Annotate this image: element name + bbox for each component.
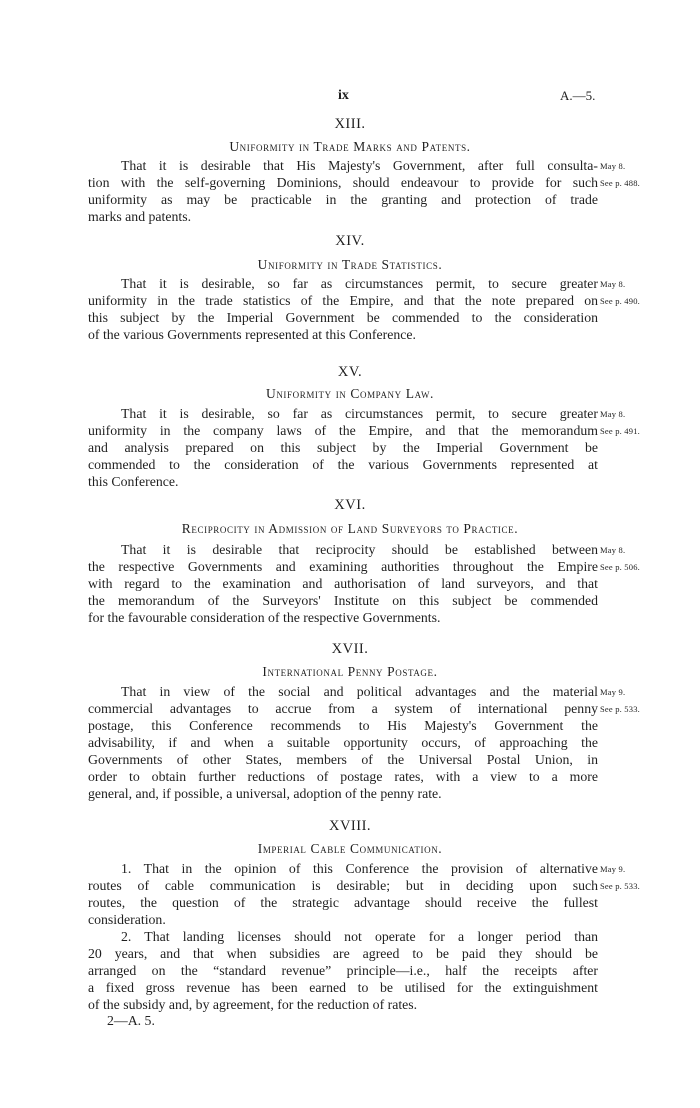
margin-note-page-ref: See p. 491. (600, 426, 640, 436)
margin-note-date: May 8. (600, 545, 626, 555)
paragraph-line: for the favourable consideration of the respective Governments. (88, 610, 441, 625)
section-numeral: XVI. (334, 497, 366, 513)
section-heading: International Penny Postage. (262, 664, 438, 679)
paragraph-line: 1. That in the opinion of this Conference the provision of alternative (121, 861, 598, 876)
paragraph-line: of the subsidy and, by agreement, for the reduction of rates. (88, 997, 418, 1012)
margin-note-page-ref: See p. 506. (600, 562, 640, 572)
paragraph-line: That in view of the social and political advantages and the material (121, 684, 598, 699)
section-heading: Uniformity in Trade Statistics. (257, 257, 443, 272)
paragraph-line: tion with the self-governing Dominions, should endeavour to provide for such (88, 175, 598, 190)
paragraph-line: That it is desirable, so far as circumstances permit, to secure greater (121, 406, 598, 421)
margin-note-page-ref: See p. 490. (600, 296, 640, 306)
paragraph-line: 2. That landing licenses should not operate for a longer period than (121, 929, 598, 944)
paragraph-line: That it is desirable that His Majesty's Government, after full consulta- (121, 158, 598, 173)
paragraph-line: of the various Governments represented at this Conference. (88, 327, 416, 342)
paragraph-line: routes, the question of the strategic advantage should receive the fullest (88, 895, 598, 910)
paragraph-line: advisability, if and when a suitable opportunity occurs, of approaching the (88, 735, 598, 750)
paragraph-line: the memorandum of the Surveyors' Institute on this subject be commended (88, 593, 598, 608)
margin-note-date: May 8. (600, 279, 626, 289)
margin-note-date: May 8. (600, 409, 626, 419)
section-heading: Imperial Cable Communication. (257, 841, 443, 856)
paragraph-line: That it is desirable, so far as circumstances permit, to secure greater (121, 276, 598, 291)
paragraph-line: general, and, if possible, a universal, adoption of the penny rate. (88, 786, 442, 801)
section-heading: Uniformity in Trade Marks and Patents. (229, 139, 471, 154)
paragraph-line: 20 years, and that when subsidies are agreed to be paid they should be (88, 946, 598, 961)
margin-note-page-ref: See p. 533. (600, 704, 640, 714)
paragraph-line: and analysis prepared on this subject by the Imperial Government be (88, 440, 598, 455)
paragraph-line: with regard to the examination and authorisation of land surveyors, and that (88, 576, 598, 591)
section-heading: Uniformity in Company Law. (265, 386, 435, 401)
section-numeral: XIV. (335, 233, 365, 249)
paragraph-line: a fixed gross revenue has been earned to be utilised for the extinguishment (88, 980, 598, 995)
paragraph-line: uniformity in the trade statistics of the Empire, and that the note prepared on (88, 293, 598, 308)
document-reference: A.—5. (560, 88, 596, 103)
paragraph-line: routes of cable communication is desirable; but in deciding upon such (88, 878, 598, 893)
margin-note-date: May 9. (600, 864, 626, 874)
paragraph-line: uniformity in the company laws of the Empire, and that the memorandum (88, 423, 598, 438)
paragraph-line: arranged on the “standard revenue” principle—i.e., half the receipts after (88, 963, 598, 978)
paragraph-line: postage, this Conference recommends to His Majesty's Government the (88, 718, 598, 733)
margin-note-date: May 8. (600, 161, 626, 171)
margin-note-page-ref: See p. 533. (600, 881, 640, 891)
paragraph-line: consideration. (88, 912, 166, 927)
paragraph-line: That it is desirable that reciprocity should be established between (121, 542, 598, 557)
signature-mark: 2—A. 5. (107, 1013, 155, 1028)
section-numeral: XV. (337, 364, 363, 380)
section-numeral: XVII. (331, 641, 369, 657)
paragraph-line: uniformity as may be practicable in the granting and protection of trade (88, 192, 598, 207)
paragraph-line: the respective Governments and examining authorities throughout the Empire (88, 559, 598, 574)
page-number: ix (338, 88, 349, 103)
paragraph-line: Governments of other States, members of the Universal Postal Union, in (88, 752, 598, 767)
paragraph-line: this Conference. (88, 474, 179, 489)
section-numeral: XIII. (334, 116, 366, 132)
paragraph-line: this subject by the Imperial Government be commended to the consideration (88, 310, 598, 325)
margin-note-date: May 9. (600, 687, 626, 697)
paragraph-line: commercial advantages to accrue from a system of international penny (88, 701, 598, 716)
paragraph-line: order to obtain further reductions of postage rates, with a view to a more (88, 769, 598, 784)
paragraph-line: marks and patents. (88, 209, 192, 224)
section-heading: Reciprocity in Admission of Land Surveyors to Practice. (181, 521, 519, 536)
paragraph-line: commended to the consideration of the various Governments represented at (88, 457, 598, 472)
margin-note-page-ref: See p. 488. (600, 178, 640, 188)
section-numeral: XVIII. (328, 818, 372, 834)
